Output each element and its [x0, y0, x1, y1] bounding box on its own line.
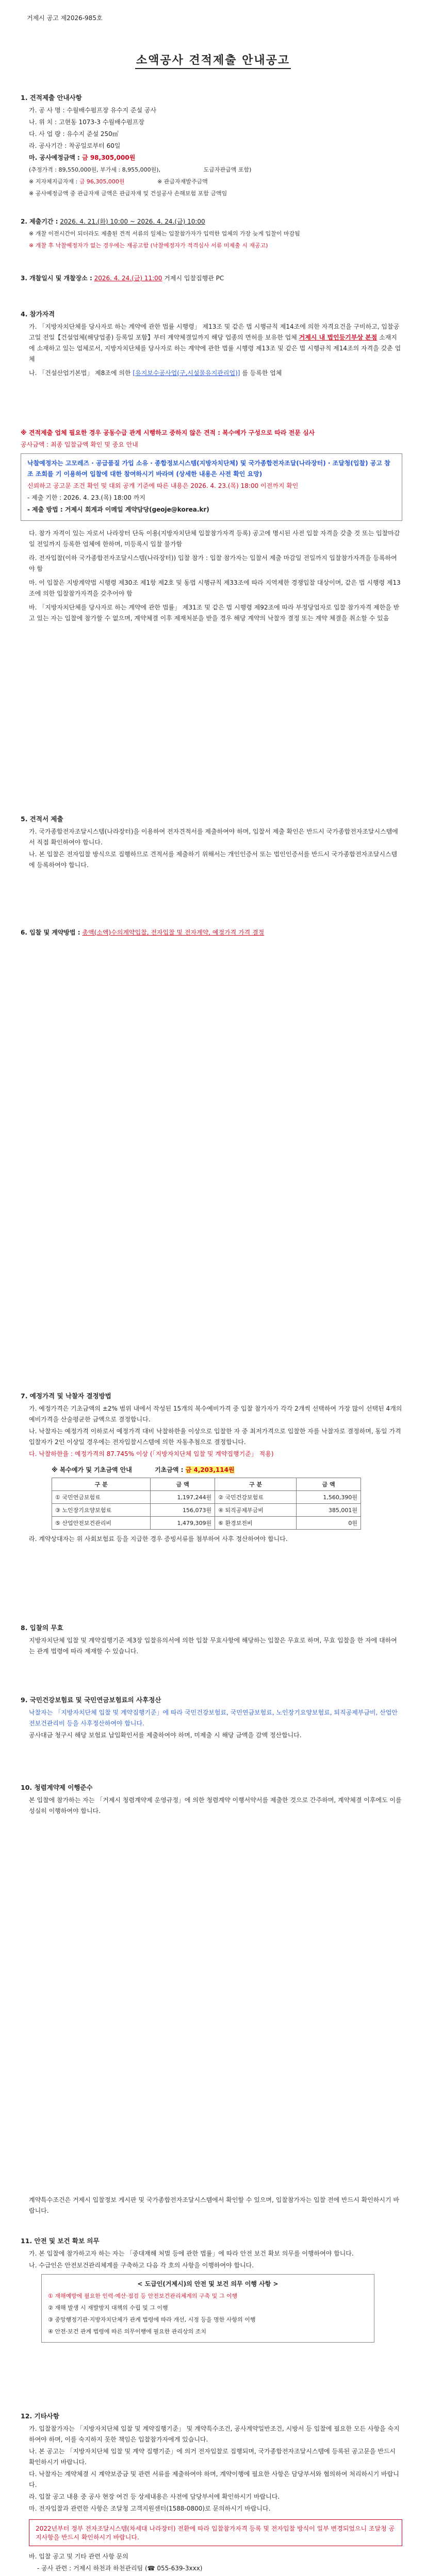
section-heading: 4. 참가자격 — [21, 310, 55, 318]
eligibility-ma: 마. 이 입찰은 지방계약법 시행령 제30조 제1항 제2호 및 동법 시행규칙 제33조에 따라 지역제한 경쟁입찰 대상이며, 같은 법 시행령 제13조에 의한 입찰참가자격을 갖추어야 함 — [29, 579, 401, 597]
safety-box-item: ② 재해 발생 시 재발방지 대책의 수립 및 그 이행 — [48, 2304, 168, 2311]
contact-line: - 공사 관련 : 거제시 하천과 하천관리팀 (☎ 055-639-3xxx) — [37, 2565, 203, 2572]
section-invalid — [21, 1623, 402, 1658]
eligibility-ba: 바. 「지방자치단체를 당사자로 하는 계약에 관한 법률」 제31조 및 같은 법 시행령 제92조에 따라 부정당업자로 입찰 참가자격 제한을 받고 있는 자는 입찰에 참가할 수 없으며, 계약체결 이후 제재처분을 받을 경우 해당 계약의 낙찰자 결정 또는 계약 체결을 취소할 수 있음 — [29, 604, 400, 622]
section-price — [21, 1391, 402, 1546]
section-settlement — [21, 1695, 402, 1742]
footnote: ※ 공사예정금액 중 관급자재 금액은 관급자재 및 건설공사 손해보험 포함 금액임 — [29, 190, 227, 197]
submission-text: 나. 본 입찰은 전자입찰 방식으로 집행하므로 견적서를 제출하기 위해서는 개인인증서 또는 법인인증서를 반드시 국가종합전자조달시스템에 등록하여야 합니다. — [29, 851, 398, 869]
table-cell: ⑥ 환경보전비 — [215, 1517, 297, 1530]
section-safety — [21, 2236, 402, 2343]
table-cell: 1,479,309원 — [151, 1517, 215, 1530]
material-value: 금 96,305,000원 — [79, 178, 125, 185]
period-note: ※ 개찰 이전시간이 되더라도 제출된 견적 서류의 일체는 입찰참가자가 입력한 업체의 가장 늦게 입찰이 마감됨 — [29, 230, 300, 237]
section-opening — [21, 273, 402, 285]
invalid-text: 지방자치단체 입찰 및 계약집행기준 제3장 입찰유의서에 의한 입찰 무효사항에 해당하는 입찰은 무효로 하며, 무효 입찰을 한 자에 대하여는 관계 법령에 따라 제재할 수 있습니다. — [29, 1637, 397, 1655]
table-cell: ③ 노인장기요양보험료 — [52, 1504, 151, 1517]
etc-text: 라. 입찰 공고 내용 중 공사 현장 여건 등 상세내용은 사전에 담당부서에 확인하시기 바랍니다. — [29, 2493, 280, 2500]
table-header: 금 액 — [297, 1478, 361, 1491]
table-cell: ① 국민연금보험료 — [52, 1491, 151, 1504]
title-underline — [135, 68, 291, 69]
submission-text: 가. 국가종합전자조달시스템(나라장터)을 이용하여 전자견적서를 제출하여야 하며, 입찰서 제출 확인은 반드시 국가종합전자조달시스템에서 직접 확인하여야 합니다. — [29, 828, 398, 846]
safety-text: 가. 본 입찰에 참가하고자 하는 자는 「중대재해 처벌 등에 관한 법률」에 따라 안전 보건 확보 의무를 이행하여야 합니다. — [29, 2250, 354, 2257]
section-heading: 12. 기타사항 — [21, 2412, 59, 2420]
table-header: 구 분 — [52, 1478, 151, 1491]
page-title: 소액공사 견적제출 안내공고 — [136, 54, 290, 67]
safety-box-item: ① 재해예방에 필요한 인력·예산·점검 등 안전보건관리체계의 구축 및 그 이행 — [48, 2293, 238, 2299]
etc-text: 나. 본 공고는 「지방자치단체 입찰 및 계약 집행기준」에 의거 전자입찰로 집행되며, 국가종합전자조달시스템에 등록된 공고문을 반드시 확인하시기 바랍니다. — [29, 2448, 396, 2466]
budget-note: 도급자관급액 포함) — [203, 166, 252, 173]
material-note: ※ 관급자재발주금액 — [157, 178, 208, 185]
safety-box-item: ③ 중앙행정기관·지방자치단체가 관계 법령에 따라 개선, 시정 등을 명한 사항의 이행 — [48, 2316, 256, 2323]
red-heading: ※ 견적제출 업체 필요한 경우 공동수급 관계 시행하고 중하지 않은 견적 : 복수예가 구성으로 따라 전문 심사 — [21, 429, 315, 436]
highlight-box: 2022년부터 정부 전자조달시스템(차세대 나라장터) 전환에 따라 입찰참가자격 등록 및 전자입찰 방식이 일부 변경되었으니 조달청 공지사항을 반드시 확인하시기 바랍니다. — [29, 2519, 402, 2546]
table-caption — [21, 1465, 402, 1476]
safety-text: 나. 수급인은 안전보건관리체계를 구축하고 다음 각 호의 사항을 이행하여야 합니다. — [29, 2262, 254, 2269]
notice-number: 거제시 공고 제2026-985호 — [27, 14, 103, 22]
license-tail: 를 등록한 업체 — [242, 369, 282, 377]
table-header: 금 액 — [151, 1478, 215, 1491]
price-text: 나. 낙찰자는 예정가격 이하로서 예정가격 대비 낙찰하한율 이상으로 입찰한 자 중 최저가격으로 입찰한 자를 낙찰자로 결정하며, 동일 가격 입찰자가 2인 이상일 경우에는 전자입찰시스템에 의한 자동추첨으로 결정합니다. — [29, 1428, 401, 1446]
email-line: - 제출 방법 : 거제시 회계과 이메일 계약담당(geoje@korea.kr) — [27, 506, 209, 513]
period-note-red: ※ 개찰 후 낙찰예정자가 없는 경우에는 재공고함 (낙찰예정자가 적격심사 서류 미제출 시 재공고) — [29, 242, 268, 249]
base-amount-value: 금 4,203,114원 — [185, 1466, 235, 1473]
table-row — [52, 1517, 361, 1530]
period-value: 2026. 4. 21.(화) 10:00 ~ 2026. 4. 24.(금) 10:00 — [60, 218, 205, 225]
section-overview — [21, 93, 402, 200]
price-text: 다. 낙찰하한율 : 예정가격의 87.745% 이상 (「지방자치단체 입찰 및 계약집행기준」 적용) — [29, 1450, 274, 1458]
table-row — [52, 1491, 361, 1504]
info-row: 가. 공 사 명 : 수월배수펌프장 유수지 준설 공사 — [29, 107, 157, 114]
table-cell: 1,560,390원 — [297, 1491, 361, 1504]
settlement-text: 낙찰자는 「지방자치단체 입찰 및 계약집행기준」에 따라 국민건강보험료, 국민연금보험료, 노인장기요양보험료, 퇴직공제부금비, 산업안전보건관리비 등을 사후정산하여야 합니다. — [29, 1709, 398, 1727]
info-row: 다. 사 업 량 : 유수지 준설 250㎥ — [29, 130, 119, 138]
eligibility-da: 다. 참가 자격이 있는 자로서 나라장터 단독 이용(지방자치단체 입찰참가자격 등록) 공고에 명시된 사전 입찰 자격을 갖출 것 또는 입찰마감일 전일까지 등록한 업체에 한하며, 미등록시 입찰 불가함 — [29, 530, 400, 548]
section-heading: 10. 청렴계약제 이행준수 — [21, 1784, 93, 1791]
safety-box-item: ④ 안전·보건 관계 법령에 따른 의무이행에 필요한 관리상의 조치 — [48, 2328, 206, 2335]
section-etc — [21, 2411, 402, 2576]
safety-box-title: < 도급인(거제시)의 안전 및 보건 의무 이행 사항 > — [137, 2280, 278, 2287]
budget-detail-row — [21, 164, 402, 175]
info-row: 나. 위 치 : 고현동 1073-3 수월배수펌프장 — [29, 118, 144, 126]
section-eligibility-detail — [21, 428, 402, 625]
section-eligibility — [21, 309, 402, 380]
etc-text: 다. 낙찰자는 계약체결 시 계약보증금 및 관련 서류를 제출하여야 하며, 계약이행에 필요한 사항은 담당부서와 협의하여 처리하시기 바랍니다. — [29, 2470, 399, 2488]
opening-datetime: 2026. 4. 24.(금) 11:00 — [94, 275, 162, 282]
eligibility-text: 가. 「지방자치단체를 당사자로 하는 계약에 관한 법률 시행령」 제13조 및 같은 법 시행규칙 제14조에 의한 자격요건을 구비하고, 입찰공고일 전일【건설업체(해당업종) 등록일 포함】부터 계약체결일까지 해당 업종의 면허를 보유한 업체 — [29, 323, 400, 341]
material-label: ※ 지자체지급자재 : — [29, 178, 78, 185]
eligibility-ra: 라. 전자입찰(이하 국가종합전자조달시스템(나라장터)) 입찰 참가 : 입찰 참가자는 입찰서 제출 마감일 전일까지 입찰참가자격을 등록하여야 함 — [29, 554, 397, 572]
budget-label: 마. 공사예정금액 : — [29, 154, 80, 161]
section-heading: 11. 안전 및 보건 확보 의무 — [21, 2237, 100, 2245]
budget-row — [21, 152, 402, 163]
price-text: 가. 예정가격은 기초금액의 ±2% 범위 내에서 작성된 15개의 복수예비가격 중 입찰 참가자가 각각 2개씩 선택하여 가장 많이 선택된 4개의 예비가격을 산술평균한 금액으로 결정합니다. — [29, 1405, 402, 1423]
section-period — [21, 216, 402, 252]
table-cell: ④ 퇴직공제부금비 — [215, 1504, 297, 1517]
notice-box — [21, 453, 402, 521]
license-type: [유지보수공사업(구,시설물유지관리업)] — [133, 369, 240, 377]
section-heading: 2. 제출기간 : — [21, 218, 58, 225]
table-cell: 1,197,244원 — [151, 1491, 215, 1504]
budget-value: 금 98,305,000원 — [82, 154, 136, 161]
section-submission — [21, 814, 402, 872]
price-text: 라. 계약상대자는 위 사회보험료 등을 지급한 경우 증빙서류를 첨부하여 사후 정산하여야 합니다. — [29, 1535, 288, 1543]
opening-place: 거제시 입찰집행관 PC — [164, 275, 224, 282]
etc-text: 마. 전자입찰과 관련한 사항은 조달청 고객지원센터(1588-0800)로 문의하시기 바랍니다. — [29, 2505, 271, 2512]
table-cell: ⑤ 산업안전보건관리비 — [52, 1517, 151, 1530]
material-row — [21, 176, 402, 187]
section-heading: 6. 입찰 및 계약방법 : — [21, 929, 80, 936]
deadline-line: - 제출 기한 : 2026. 4. 23.(목) 18:00 까지 — [27, 494, 145, 501]
integrity-text: 본 입찰에 참가하는 자는 「거제시 청렴계약제 운영규정」에 의한 청렴계약 이행서약서를 제출한 것으로 간주하며, 계약체결 이후에도 이를 성실히 이행하여야 합니다. — [29, 1797, 402, 1815]
info-row: 라. 공사기간 : 착공일로부터 60일 — [29, 142, 121, 149]
insurance-table — [52, 1478, 361, 1530]
settlement-text: 공사대금 청구시 해당 보험료 납입확인서를 제출하여야 하며, 미제출 시 해당 금액을 감액 정산합니다. — [29, 1732, 302, 1739]
table-cell: 385,001원 — [297, 1504, 361, 1517]
section-special-terms — [21, 2195, 402, 2217]
section-heading: 8. 입찰의 무효 — [21, 1624, 63, 1632]
table-cell: 156,073원 — [151, 1504, 215, 1517]
section-integrity — [21, 1783, 402, 1818]
license-text: 나. 「건설산업기본법」 제8조에 의한 — [29, 369, 131, 377]
box-red-text: 신뢰하고 공고문 조건 확인 및 대외 공개 기준에 따른 내용은 2026. 4. 23.(목) 18:00 이전까지 확인 — [27, 482, 299, 489]
section-heading: 5. 견적서 제출 — [21, 815, 63, 823]
table-cell: ② 국민건강보험료 — [215, 1491, 297, 1504]
table-caption-text: ※ 복수예가 및 기초금액 안내 — [52, 1466, 132, 1473]
special-terms-text: 계약특수조건은 거제시 입찰정보 게시판 및 국가종합전자조달시스템에서 확인할 수 있으며, 입찰참가자는 입찰 전에 반드시 확인하시기 바랍니다. — [29, 2196, 399, 2214]
method-value: 총액(소액)수의계약입찰, 전자입찰 및 전자계약, 예정가격 가격 결정 — [82, 929, 265, 936]
red-line: 공사금액 : 최종 입찰금액 확인 및 중요 안내 — [21, 441, 138, 448]
table-row — [52, 1504, 361, 1517]
section-heading: 7. 예정가격 및 낙찰자 결정방법 — [21, 1392, 111, 1400]
section-method — [21, 927, 402, 939]
etc-text: 가. 입찰참가자는 「지방자치단체 입찰 및 계약집행기준」 및 계약특수조건, 공사계약일반조건, 시방서 등 입찰에 필요한 모든 사항을 숙지하여야 하며, 이를 숙지하지 못한 책임은 입찰참가자에게 있습니다. — [29, 2425, 400, 2443]
section-heading: 1. 견적제출 안내사항 — [21, 94, 82, 101]
base-amount-label: 기초금액 : — [155, 1466, 184, 1473]
section-heading: 3. 개찰일시 및 개찰장소 : — [21, 275, 92, 282]
table-header: 구 분 — [215, 1478, 297, 1491]
eligibility-tail: 소재지에 소재하고 있는 업체로서, 지방자치단체를 당사자로 하는 계약에 관한 법률 시행령 제13조 및 같은 법 시행규칙 제14조의 자격을 갖춘 업체 — [29, 334, 401, 363]
safety-box — [41, 2274, 374, 2343]
budget-detail: (추정가격 : 89,550,000원, 부가세 : 8,955,000원), — [29, 166, 161, 173]
box-blue-text: 낙찰예정자는 고모레즈 · 공급품질 가입 소유 · 종합정보시스템(지방자치단체) 및 국가종합전자조달(나라장터) · 조달청(입찰) 공고 참조 조회를 기 이용하여 입찰에 대한 참여하시기 바라며 (상세한 내용은 사전 확인 요망) — [27, 460, 390, 478]
eligibility-emphasis: 거제시 내 법인등기부상 본점 — [299, 334, 378, 341]
table-cell: 0원 — [297, 1517, 361, 1530]
table-header-row — [52, 1478, 361, 1491]
etc-text: 바. 입찰 공고 및 기타 관련 사항 문의 — [29, 2553, 128, 2560]
section-heading: 9. 국민건강보험료 및 국민연금보험료의 사후정산 — [21, 1696, 161, 1704]
